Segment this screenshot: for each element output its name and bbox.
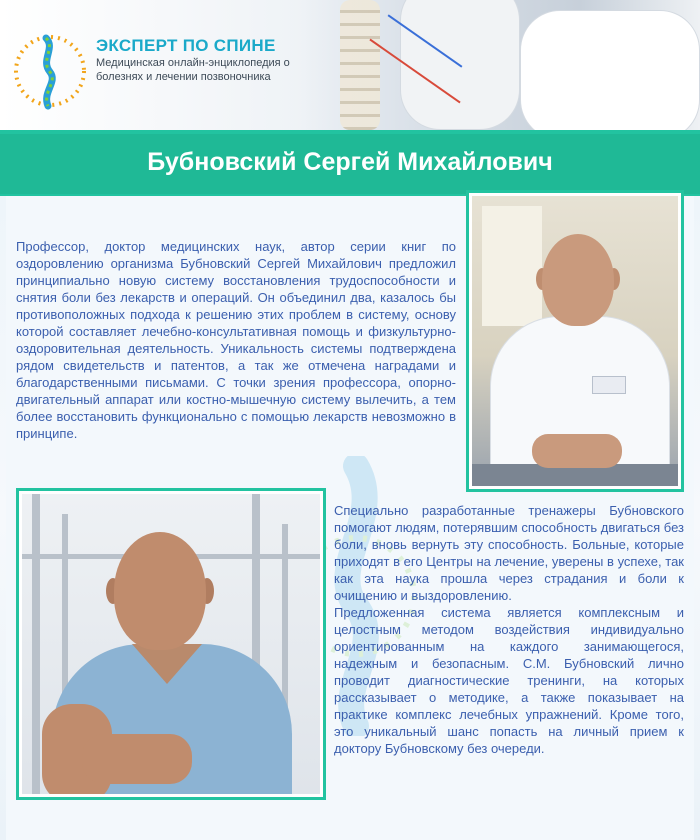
- logo-subtitle: Медицинская онлайн-энциклопедия о болезнях и лечении позвоночника: [96, 57, 290, 83]
- article-paragraph-1: Профессор, доктор медицинских наук, автор серии книг по оздоровлению организма Бубновский Сергей Михайлович предложил принципиально новую систему восстановления трудоспособности и снятия боли без лекарств и операций. Он объединил два, казалось бы противоположных подхода к решению этих проблем в систему, основу которой составляет лечебно-консультативная помощь и физкультурно-оздоровительная деятельность. Уникальность системы подтверждена рядом свидетельств и патентов, а так же отмечена наградами и благодарственными письмами. С точки зрения профессора, опорно-двигательный аппарат или костно-мышечную систему вылечить, а тем более восстановить функционально с помощью лекарств невозможно в принципе.: [16, 239, 456, 441]
- doctor-coat-image: [520, 10, 700, 130]
- portrait-head: [114, 532, 206, 650]
- article-text-block: [334, 502, 684, 757]
- page-title: Бубновский Сергей Михайлович: [147, 148, 553, 176]
- folded-hands: [82, 734, 192, 784]
- portrait-head: [542, 234, 614, 326]
- doctor-photo-gym: [16, 488, 326, 800]
- folded-hands: [532, 434, 622, 468]
- name-badge: [592, 376, 626, 394]
- spine-logo-icon[interactable]: [12, 30, 88, 112]
- article-paragraph-3: Предложенная система является комплексным и целостным методом воздействия индивидуально ориентированным на каждого занимающегося, надежным и безопасным. С.М. Бубновский лично проводит диагностические тренинги, на которых рассказывает о методике, а также показывает на практике комплекс лечебных упражнений. Кроме того, это уникальный шанс попасть на личный прием к доктору Бубновскому без очереди.: [334, 605, 684, 756]
- doctor-photo-office: [466, 190, 684, 492]
- site-header: [0, 0, 700, 130]
- article-paragraph-2: Специально разработанные тренажеры Бубновского помогают людям, потерявшим способность двигаться без боли, вновь вернуть эту способность. Больные, которые приходят в его Центры на лечение, уверены в успехе, так как эта наука прошла через страдания и боли к очищению и выздоровлению.: [334, 503, 684, 603]
- logo-title[interactable]: ЭКСПЕРТ ПО СПИНЕ: [96, 36, 276, 55]
- spine-model-image: [340, 0, 380, 130]
